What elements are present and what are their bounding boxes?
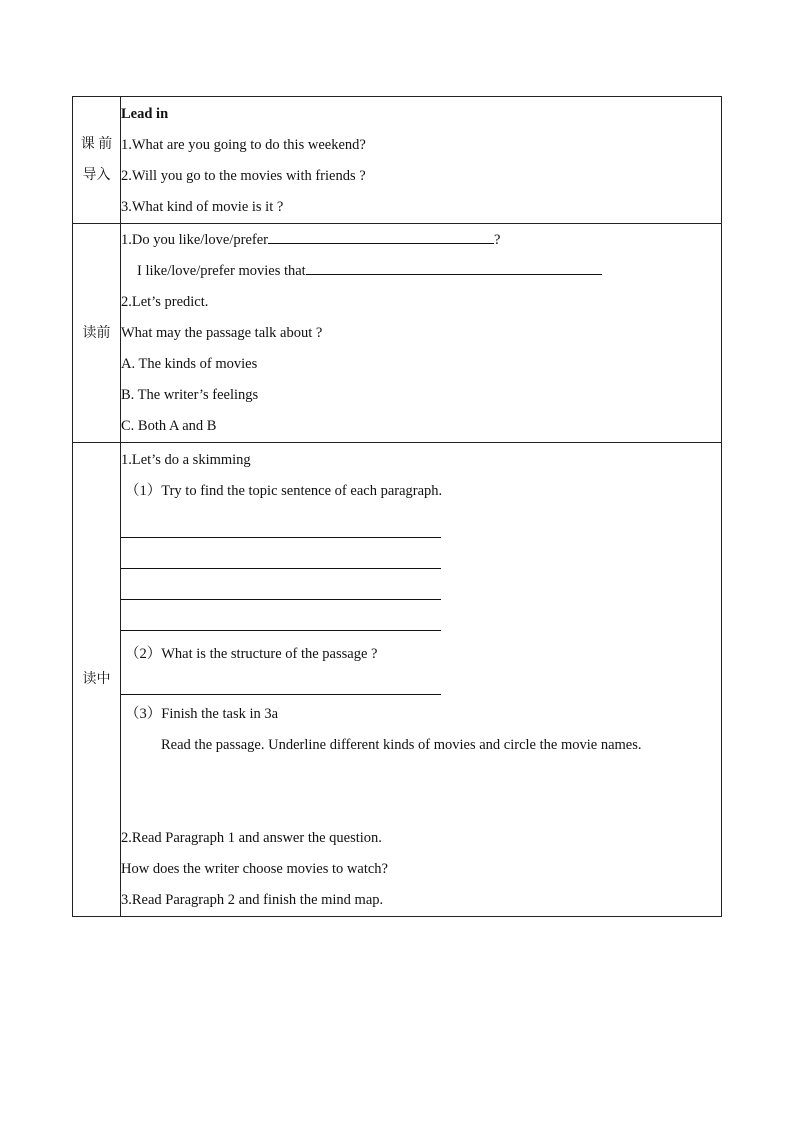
worksheet-table: [72, 96, 722, 917]
answer-prefix: I like/love/prefer movies that: [137, 262, 306, 279]
question-text: What may the passage talk about ?: [121, 324, 323, 341]
answer-blank[interactable]: [306, 258, 602, 275]
answer-line[interactable]: [121, 672, 441, 695]
answer-line: [121, 256, 721, 287]
answer-line[interactable]: [121, 546, 441, 569]
section-pre-reading: [73, 224, 722, 443]
question-text: 2.Will you go to the movies with friends ?: [121, 168, 366, 184]
section-lead-in: [73, 97, 722, 224]
option-item: B. The writer’s feelings: [121, 386, 259, 403]
answer-line[interactable]: [121, 577, 441, 600]
question-text: 3.What kind of movie is it ?: [121, 199, 284, 215]
section-label-line: 课 前: [80, 137, 113, 152]
question-text: 2.Let’s predict.: [121, 293, 209, 310]
question-text: 1.What are you going to do this weekend?: [121, 137, 366, 153]
section-title: Lead in: [121, 106, 169, 122]
section-label: 读中: [73, 443, 121, 917]
answer-blank[interactable]: [268, 227, 494, 244]
subtask-text: （3）Finish the task in 3a: [125, 706, 279, 722]
option-item: A. The kinds of movies: [121, 355, 258, 372]
task-text: 2.Read Paragraph 1 and answer the question.: [121, 830, 382, 846]
subtask-text: （1）Try to find the topic sentence of each paragraph.: [125, 483, 443, 499]
question-text: 1.Do you like/love/prefer: [121, 231, 268, 248]
section-label: [73, 97, 121, 224]
section-label: 读前: [73, 224, 121, 443]
section-while-reading: [73, 443, 722, 917]
question-line: [121, 225, 721, 256]
section-content: [121, 97, 722, 224]
subtask-text: （2）What is the structure of the passage ?: [125, 646, 378, 662]
question-text: How does the writer choose movies to watch?: [121, 861, 388, 877]
question-mark: ?: [493, 231, 501, 248]
task-text: 3.Read Paragraph 2 and finish the mind map.: [121, 892, 384, 908]
section-label-line: 导入: [82, 168, 111, 183]
section-content: [121, 224, 722, 443]
answer-line[interactable]: [121, 608, 441, 631]
subtask-detail: Read the passage. Underline different kinds of movies and circle the movie names.: [161, 737, 642, 753]
blank-space: [121, 761, 721, 823]
answer-line[interactable]: [121, 515, 441, 538]
option-item: C. Both A and B: [121, 417, 217, 434]
task-text: 1.Let’s do a skimming: [121, 452, 251, 468]
section-content: [121, 443, 722, 917]
